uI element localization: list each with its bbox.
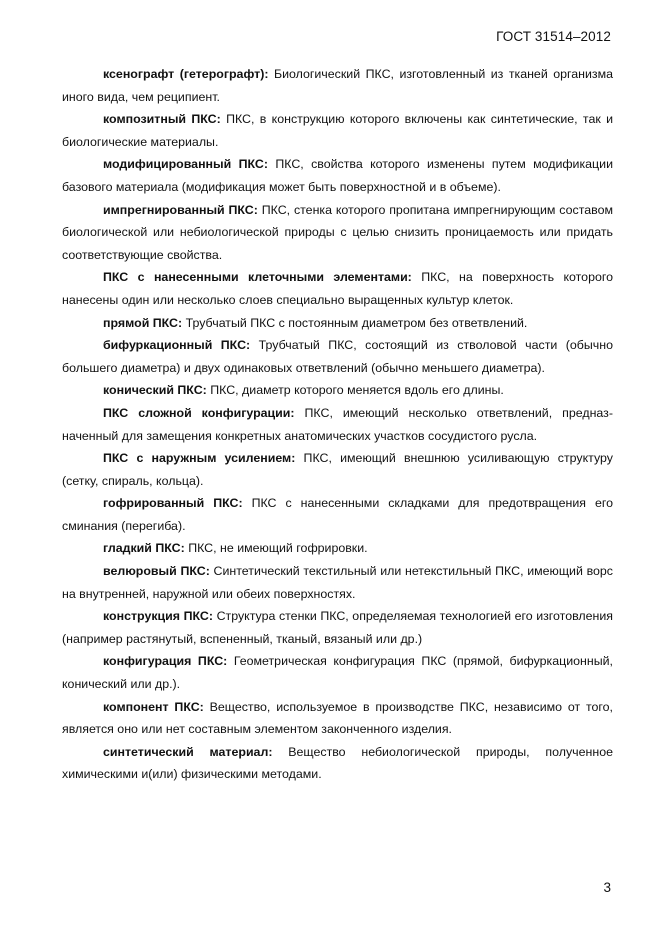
definition-entry	[62, 63, 613, 108]
definition-entry	[62, 605, 613, 650]
definition-text: ПКС, свойства которого изменены путем модификации базового материала (модификация может быть поверхностной и в объеме).	[62, 157, 613, 194]
definition-text: ПКС, имеющий несколько ответвлений, предназначенный для замещения конкретных анатомических участков сосудистого русла.	[62, 405, 613, 443]
definition-text: ПКС, стенка которого пропитана импрегнирующим составом биологической или небиологической природы с целью снизить проницаемость или придать соответствующие свойства.	[62, 202, 613, 262]
definition-text: ПКС с нанесенными складками для предотвращения его сминания (перегиба).	[62, 496, 613, 533]
definition-term: велюровый ПКС:	[103, 564, 210, 579]
definition-text: Трубчатый ПКС, состоящий из стволовой части (обычно большего диаметра) и двух одинаковых ответвлений (обычно меньшего диаметра).	[62, 338, 613, 375]
definition-term: гладкий ПКС:	[103, 541, 185, 556]
definition-term: ПКС с нанесенными клеточными элементами:	[103, 270, 412, 285]
definition-text: ПКС, на поверхность которого нанесены один или несколько слоев специально выращенных культур клеток.	[62, 270, 613, 307]
definition-term: синтетический материал:	[103, 744, 273, 759]
definition-term: ксенографт (гетерографт):	[103, 67, 269, 81]
definition-term: прямой ПКС:	[103, 315, 183, 330]
definition-term: модифицированный ПКС:	[103, 157, 268, 172]
definition-term: конфигурация ПКС:	[103, 654, 228, 669]
definition-term: конструкция ПКС:	[103, 609, 213, 624]
definition-entry	[62, 696, 613, 741]
standard-id: ГОСТ 31514–2012	[496, 29, 611, 44]
definition-term: ПКС сложной конфигурации:	[103, 405, 295, 420]
definition-text: ПКС, имеющий внешнюю усиливающую структуру (сетку, спираль, кольца).	[62, 451, 613, 488]
definition-entry	[62, 402, 613, 447]
page-number	[603, 880, 611, 895]
definition-term: конический ПКС:	[103, 383, 207, 398]
definition-term: композитный ПКС:	[103, 112, 221, 127]
definition-entry	[62, 334, 613, 379]
definition-entry	[62, 379, 613, 402]
page-number-value: 3	[603, 880, 611, 895]
definition-entry	[62, 447, 613, 492]
definition-entry	[62, 312, 613, 335]
definition-entry	[62, 560, 613, 605]
definition-text: ПКС, в конструкцию которого включены как синтетические, так и биологические материалы.	[62, 112, 613, 149]
definition-term: компонент ПКС:	[103, 699, 204, 714]
definition-text: Геометрическая конфигурация ПКС (прямой, бифуркационный, конический или др.).	[62, 654, 613, 692]
definition-entry	[62, 108, 613, 153]
definition-entry	[62, 650, 613, 695]
definition-text: Биологический ПКС, изготовленный из тканей организма иного вида, чем реципиент.	[62, 67, 613, 104]
document-header	[496, 29, 611, 44]
definition-term: бифуркационный ПКС:	[103, 338, 251, 353]
definition-entry	[62, 153, 613, 198]
definition-text: Вещество, используемое в производстве ПКС, независимо от того, является оно или нет составным элементом законченного изделия.	[62, 699, 613, 737]
definition-text: Синтетический текстильный или нетекстильный ПКС, имеющий ворс на внутренней, наружной или обеих поверхностях.	[62, 564, 613, 601]
definition-term: импрегнированный ПКС:	[103, 202, 258, 217]
definition-text: Трубчатый ПКС с постоянным диаметром без ответвлений.	[185, 315, 528, 330]
definition-entry	[62, 266, 613, 311]
definitions-list	[62, 63, 613, 786]
definition-term: гофрированный ПКС:	[103, 496, 243, 511]
definition-entry	[62, 199, 613, 267]
definition-text: ПКС, диаметр которого меняется вдоль его длины.	[210, 383, 504, 398]
definition-entry	[62, 492, 613, 537]
definition-term: ПКС с наружным усилением:	[103, 451, 296, 466]
definition-entry	[62, 741, 613, 786]
definition-entry	[62, 537, 613, 560]
definition-text: Структура стенки ПКС, определяемая технологией его изготовления (например растянутый, вспененный, тканый, вязаный или др.)	[62, 609, 613, 646]
definition-text: Вещество небиологической природы, полученное химическими и(или) физическими методами.	[62, 744, 613, 782]
definition-text: ПКС, не имеющий гофрировки.	[188, 541, 368, 556]
